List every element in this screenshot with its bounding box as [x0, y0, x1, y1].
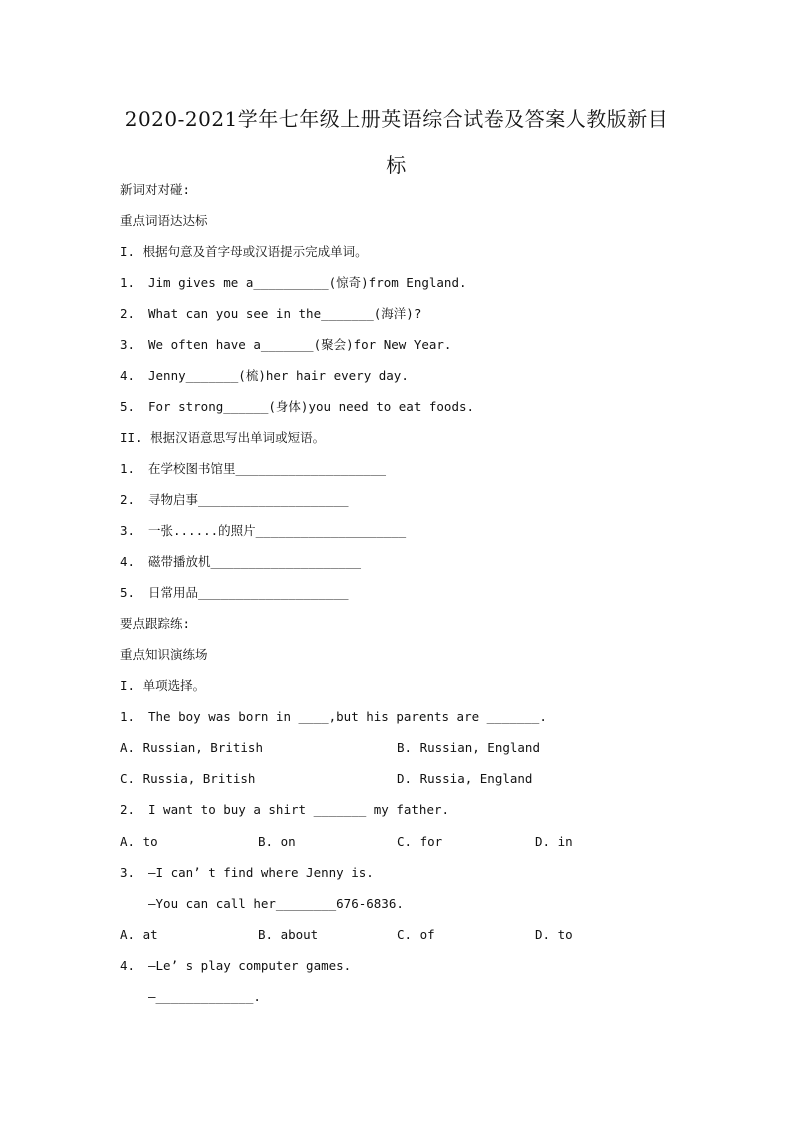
part1-item	[120, 368, 409, 384]
question-3-option-c: C. of	[397, 927, 435, 942]
question-3-option-a: A. at	[120, 927, 158, 942]
part2-heading: II. 根据汉语意思写出单词或短语。	[120, 430, 326, 445]
item-text: 在学校图书馆里____________________	[148, 461, 387, 476]
question-1-option-a: A. Russian, British	[120, 740, 263, 755]
part1-heading: I. 根据句意及首字母或汉语提示完成单词。	[120, 244, 368, 259]
section-practice: 要点跟踪练:	[120, 616, 191, 631]
item-text: Jim gives me a__________(惊奇)from England.	[148, 275, 467, 290]
section-knowledge: 重点知识演练场	[120, 647, 208, 662]
question-2-option-c: C. for	[397, 834, 443, 849]
document-title	[100, 96, 693, 188]
part1-item	[120, 337, 451, 353]
item-text: We often have a_______(聚会)for New Year.	[148, 337, 452, 352]
question-1-option-d: D. Russia, England	[397, 771, 533, 786]
item-number: 1.	[120, 275, 136, 290]
item-number: 1.	[120, 461, 136, 476]
question-2-option-a: A. to	[120, 834, 158, 849]
part3-heading: I. 单项选择。	[120, 678, 206, 693]
item-number: 3.	[120, 337, 136, 352]
part1-item	[120, 399, 474, 415]
part2-item	[120, 585, 349, 601]
item-text: 日常用品____________________	[148, 585, 349, 600]
item-text: Jenny_______(梳)her hair every day.	[148, 368, 409, 383]
question-number: 1.	[120, 709, 136, 724]
question-4-stem	[120, 958, 351, 974]
item-number: 5.	[120, 585, 136, 600]
question-3-stem-reply: —You can call her________676-6836.	[148, 896, 404, 911]
question-number: 3.	[120, 865, 136, 880]
part2-item	[120, 492, 349, 508]
item-text: 磁带播放机____________________	[148, 554, 362, 569]
question-1-stem	[120, 709, 547, 725]
question-3-option-b: B. about	[258, 927, 319, 942]
title-line-1: 2020-2021学年七年级上册英语综合试卷及答案人教版新目	[124, 107, 669, 131]
question-1-option-c: C. Russia, British	[120, 771, 256, 786]
item-text: 寻物启事____________________	[148, 492, 349, 507]
item-number: 2.	[120, 492, 136, 507]
part1-item	[120, 306, 421, 322]
question-number: 4.	[120, 958, 136, 973]
item-number: 3.	[120, 523, 136, 538]
question-2-option-b: B. on	[258, 834, 296, 849]
question-text: I want to buy a shirt _______ my father.	[148, 802, 450, 817]
section-new-words: 新词对对碰:	[120, 182, 191, 197]
part1-item	[120, 275, 467, 291]
item-number: 4.	[120, 554, 136, 569]
question-3-option-d: D. to	[535, 927, 573, 942]
title-line-2: 标	[386, 153, 407, 177]
question-1-option-b: B. Russian, England	[397, 740, 540, 755]
item-number: 2.	[120, 306, 136, 321]
item-text: For strong______(身体)you need to eat foods.	[148, 399, 475, 414]
part2-item	[120, 523, 406, 539]
question-number: 2.	[120, 802, 136, 817]
question-2-stem	[120, 802, 449, 818]
item-number: 5.	[120, 399, 136, 414]
question-3-stem	[120, 865, 374, 881]
question-text: —I can’ t find where Jenny is.	[148, 865, 374, 880]
section-key-words: 重点词语达达标	[120, 213, 208, 228]
question-4-stem-reply: —_____________.	[148, 989, 261, 1004]
part2-item	[120, 461, 386, 477]
question-text: —Le’ s play computer games.	[148, 958, 352, 973]
question-text: The boy was born in ____,but his parents are _______.	[148, 709, 547, 724]
item-number: 4.	[120, 368, 136, 383]
part2-item	[120, 554, 361, 570]
item-text: 一张......的照片____________________	[148, 523, 407, 538]
item-text: What can you see in the_______(海洋)?	[148, 306, 422, 321]
question-2-option-d: D. in	[535, 834, 573, 849]
